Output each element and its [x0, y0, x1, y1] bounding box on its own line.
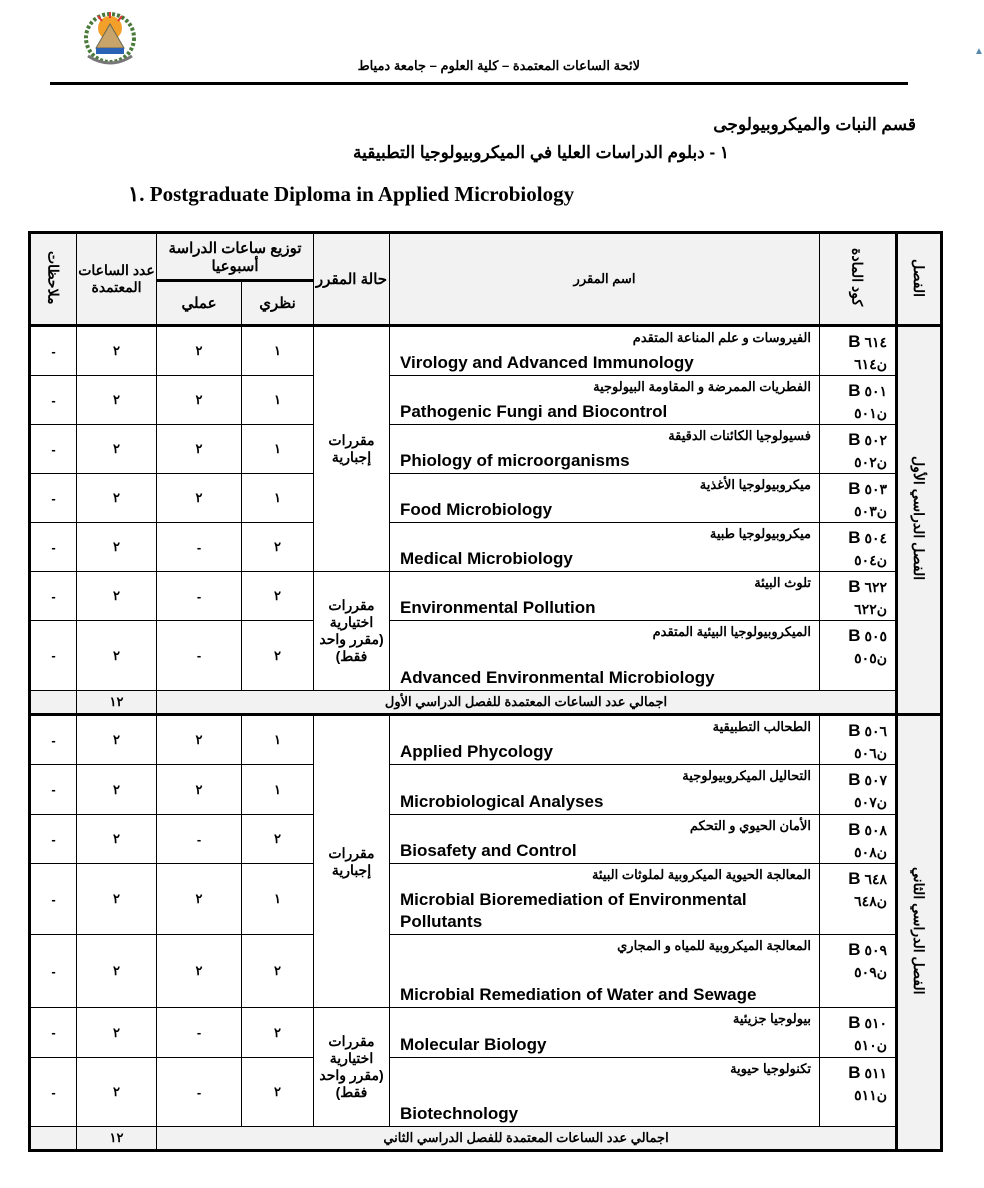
course-name-en: Pathogenic Fungi and Biocontrol: [400, 402, 668, 421]
course-name-en: Advanced Environmental Microbiology: [400, 668, 715, 687]
credit-hours: ٢: [77, 864, 157, 935]
course-name: [390, 376, 820, 425]
course-code: B ٥٠١ ن٥٠١: [820, 376, 897, 425]
practical-hours: ٢: [157, 326, 242, 376]
practical-hours: -: [157, 572, 242, 621]
course-status: مقررات اختيارية (مقرر واحد فقط): [314, 572, 390, 691]
theory-hours: ٢: [242, 1008, 314, 1058]
practical-hours: ٢: [157, 935, 242, 1008]
course-name-ar: التحاليل الميكروبيولوجية: [682, 768, 811, 783]
course-name-ar: الميكروبيولوجيا البيئية المتقدم: [652, 624, 811, 639]
course-code-ar: ن٥٠٣: [854, 503, 887, 519]
credit-hours: ٢: [77, 474, 157, 523]
course-status: مقررات إجبارية: [314, 715, 390, 1008]
course-row: [30, 572, 942, 621]
course-name-ar: ميكروبيولوجيا الأغذية: [699, 477, 811, 492]
theory-hours: ١: [242, 715, 314, 765]
practical-hours: ٢: [157, 425, 242, 474]
department-title: قسم النبات والميكروبيولوجى: [713, 115, 916, 134]
notes: -: [30, 621, 77, 691]
course-name: [390, 523, 820, 572]
course-name-ar: ميكروبيولوجيا طبية: [709, 526, 811, 541]
page-edge-mark: ▲: [974, 46, 984, 57]
practical-hours: ٢: [157, 376, 242, 425]
practical-hours: -: [157, 1008, 242, 1058]
course-name-en: Applied Phycology: [400, 742, 554, 761]
courses-table: [28, 231, 943, 1152]
course-row: [30, 1058, 942, 1127]
col-header-status: حالة المقرر: [314, 233, 390, 326]
course-code: B ٦١٤ ن٦١٤: [820, 326, 897, 376]
course-row: [30, 765, 942, 815]
course-code: B ٥٠٥ ن٥٠٥: [820, 621, 897, 691]
course-code-en: ٥٠٤: [864, 530, 887, 546]
credit-hours: ٢: [77, 572, 157, 621]
course-code: B ٥١١ ن٥١١: [820, 1058, 897, 1127]
course-code: B ٦٢٢ ن٦٢٢: [820, 572, 897, 621]
course-code-en: ٥٠٢: [864, 432, 887, 448]
course-name: [390, 715, 820, 765]
credit-hours: ٢: [77, 815, 157, 864]
course-name: [390, 425, 820, 474]
theory-hours: ١: [242, 376, 314, 425]
course-row: [30, 864, 942, 935]
theory-hours: ٢: [242, 935, 314, 1008]
credit-hours: ٢: [77, 523, 157, 572]
course-code-en: ٥١١: [864, 1065, 887, 1081]
course-code: B ٥٠٤ ن٥٠٤: [820, 523, 897, 572]
course-name-ar: تكنولوجيا حيوية: [730, 1061, 811, 1076]
course-code-ar: ن٥٠٤: [854, 552, 887, 568]
practical-hours: -: [157, 523, 242, 572]
practical-hours: -: [157, 815, 242, 864]
semester-label: الفصل الدراسي الثاني: [897, 715, 942, 1151]
course-name-ar: الطحالب التطبيقية: [712, 719, 811, 734]
semester-label: الفصل الدراسي الأول: [897, 326, 942, 715]
course-code-en: ٥٠٨: [864, 822, 887, 838]
notes: -: [30, 376, 77, 425]
semester-total-row: [30, 1127, 942, 1151]
credit-hours: ٢: [77, 1008, 157, 1058]
course-row: [30, 1008, 942, 1058]
semester-total-credits: ١٢: [77, 691, 157, 715]
course-row: [30, 474, 942, 523]
course-row: [30, 935, 942, 1008]
course-code-en: ٥٠٧: [864, 772, 887, 788]
course-code: B ٥٠٣ ن٥٠٣: [820, 474, 897, 523]
header-divider: [50, 82, 908, 85]
col-header-semester: الفصل: [897, 233, 942, 326]
practical-hours: ٢: [157, 474, 242, 523]
course-name-en: Molecular Biology: [400, 1035, 547, 1054]
course-code-en: ٥٠٩: [864, 942, 887, 958]
course-name-ar: الأمان الحيوي و التحكم: [689, 818, 811, 833]
theory-hours: ٢: [242, 523, 314, 572]
notes: -: [30, 474, 77, 523]
course-row: [30, 425, 942, 474]
course-code-ar: ن٥٠٥: [854, 650, 887, 666]
notes: -: [30, 425, 77, 474]
course-name-ar: المعالجة الميكروبية للمياه و المجاري: [617, 938, 811, 953]
course-name: [390, 815, 820, 864]
course-row: [30, 376, 942, 425]
course-code-en: ٥٠٦: [864, 723, 887, 739]
practical-hours: ٢: [157, 765, 242, 815]
course-name: [390, 765, 820, 815]
course-code-ar: ن٦٤٨: [854, 893, 887, 909]
semester-total-notes: [30, 1127, 77, 1151]
course-name-en: Biotechnology: [400, 1104, 519, 1123]
notes: -: [30, 935, 77, 1008]
practical-hours: ٢: [157, 864, 242, 935]
col-header-notes: ملاحظات: [30, 233, 77, 326]
course-code-en: ٥٠٥: [864, 628, 887, 644]
theory-hours: ١: [242, 326, 314, 376]
document-header-title: لائحة الساعات المعتمدة – كلية العلوم – جامعة دمياط: [357, 58, 640, 73]
course-code-en: ٦٤٨: [864, 871, 887, 887]
course-name-en: Phiology of microorganisms: [400, 451, 630, 470]
course-code: B ٥٠٧ ن٥٠٧: [820, 765, 897, 815]
course-code: B ٥٠٢ ن٥٠٢: [820, 425, 897, 474]
col-header-practical: عملي: [157, 281, 242, 326]
credit-hours: ٢: [77, 621, 157, 691]
theory-hours: ٢: [242, 1058, 314, 1127]
course-code-ar: ن٦٢٢: [854, 601, 887, 617]
course-row: [30, 815, 942, 864]
notes: -: [30, 572, 77, 621]
notes: -: [30, 326, 77, 376]
semester-total-credits: ١٢: [77, 1127, 157, 1151]
course-code-ar: ن٦١٤: [854, 356, 887, 372]
course-code-en: ٦٢٢: [864, 579, 887, 595]
course-code: B ٥١٠ ن٥١٠: [820, 1008, 897, 1058]
notes: -: [30, 864, 77, 935]
course-name: [390, 864, 820, 935]
credit-hours: ٢: [77, 376, 157, 425]
credit-hours: ٢: [77, 425, 157, 474]
course-name-en: Food Microbiology: [400, 500, 553, 519]
notes: -: [30, 523, 77, 572]
credit-hours: ٢: [77, 326, 157, 376]
course-name-ar: تلوث البيئة: [754, 575, 811, 590]
course-code-ar: ن٥٠١: [854, 405, 887, 421]
theory-hours: ١: [242, 474, 314, 523]
theory-hours: ١: [242, 425, 314, 474]
notes: -: [30, 765, 77, 815]
semester-total-label: اجمالي عدد الساعات المعتمدة للفصل الدراسي الثاني: [157, 1127, 897, 1151]
credit-hours: ٢: [77, 715, 157, 765]
course-name-en: Microbiological Analyses: [400, 792, 604, 811]
semester-total-row: [30, 691, 942, 715]
course-status: مقررات اختيارية (مقرر واحد فقط): [314, 1008, 390, 1127]
course-name-en: Biosafety and Control: [400, 841, 577, 860]
semester-total-label: اجمالي عدد الساعات المعتمدة للفصل الدراسي الأول: [157, 691, 897, 715]
course-name-ar: المعالجة الحيوية الميكروبية لملوثات البيئة: [591, 867, 811, 882]
course-code-en: ٥٠٣: [864, 481, 887, 497]
course-name-ar: الفطريات الممرضة و المقاومة البيولوجية: [593, 379, 811, 394]
course-row: [30, 621, 942, 691]
credit-hours: ٢: [77, 1058, 157, 1127]
course-row: [30, 715, 942, 765]
course-name-en: Virology and Advanced Immunology: [400, 353, 694, 372]
practical-hours: ٢: [157, 715, 242, 765]
course-status: مقررات إجبارية: [314, 326, 390, 572]
col-header-theory: نظري: [242, 281, 314, 326]
course-name-en: Microbial Bioremediation of Environmental Pollutants: [400, 890, 747, 931]
course-code-ar: ن٥٠٧: [854, 794, 887, 810]
course-code: B ٥٠٨ ن٥٠٨: [820, 815, 897, 864]
credit-hours: ٢: [77, 765, 157, 815]
course-row: [30, 523, 942, 572]
course-code-en: ٦١٤: [864, 334, 887, 350]
notes: -: [30, 1008, 77, 1058]
course-name: [390, 935, 820, 1008]
university-logo: [80, 10, 140, 72]
course-name-ar: بيولوجيا جزيئية: [732, 1011, 811, 1026]
credit-hours: ٢: [77, 935, 157, 1008]
course-code-ar: ن٥١٠: [854, 1037, 887, 1053]
course-code-ar: ن٥١١: [854, 1087, 887, 1103]
course-name: [390, 474, 820, 523]
col-header-code: كود المادة: [820, 233, 897, 326]
course-row: [30, 326, 942, 376]
course-code-ar: ن٥٠٦: [854, 745, 887, 761]
notes: -: [30, 715, 77, 765]
course-name: [390, 1058, 820, 1127]
theory-hours: ٢: [242, 815, 314, 864]
col-header-name: اسم المقرر: [390, 233, 820, 326]
course-name-en: Medical Microbiology: [400, 549, 573, 568]
col-header-distribution: توزيع ساعات الدراسة أسبوعيا: [157, 233, 314, 281]
notes: -: [30, 815, 77, 864]
notes: -: [30, 1058, 77, 1127]
course-name: [390, 572, 820, 621]
theory-hours: ٢: [242, 621, 314, 691]
practical-hours: -: [157, 621, 242, 691]
diploma-title-english: ١. Postgraduate Diploma in Applied Microbiology: [128, 182, 575, 206]
course-code: B ٥٠٦ ن٥٠٦: [820, 715, 897, 765]
course-name-ar: الفيروسات و علم المناعة المتقدم: [632, 330, 811, 345]
course-code-ar: ن٥٠٨: [854, 844, 887, 860]
course-code-en: ٥٠١: [864, 383, 887, 399]
course-name: [390, 326, 820, 376]
theory-hours: ١: [242, 765, 314, 815]
theory-hours: ٢: [242, 572, 314, 621]
course-code-ar: ن٥٠٩: [854, 964, 887, 980]
course-code-ar: ن٥٠٢: [854, 454, 887, 470]
practical-hours: -: [157, 1058, 242, 1127]
course-name-en: Environmental Pollution: [400, 598, 596, 617]
theory-hours: ١: [242, 864, 314, 935]
diploma-title-arabic: ١ - دبلوم الدراسات العليا في الميكروبيولوجيا التطبيقية: [353, 143, 729, 162]
course-name-ar: فسيولوجيا الكائنات الدقيقة: [668, 428, 811, 443]
course-name: [390, 621, 820, 691]
course-code-en: ٥١٠: [864, 1015, 887, 1031]
col-header-credits: عدد الساعات المعتمدة: [77, 233, 157, 326]
course-code: B ٦٤٨ ن٦٤٨: [820, 864, 897, 935]
course-name: [390, 1008, 820, 1058]
course-code: B ٥٠٩ ن٥٠٩: [820, 935, 897, 1008]
semester-total-notes: [30, 691, 77, 715]
course-name-en: Microbial Remediation of Water and Sewage: [400, 985, 757, 1004]
